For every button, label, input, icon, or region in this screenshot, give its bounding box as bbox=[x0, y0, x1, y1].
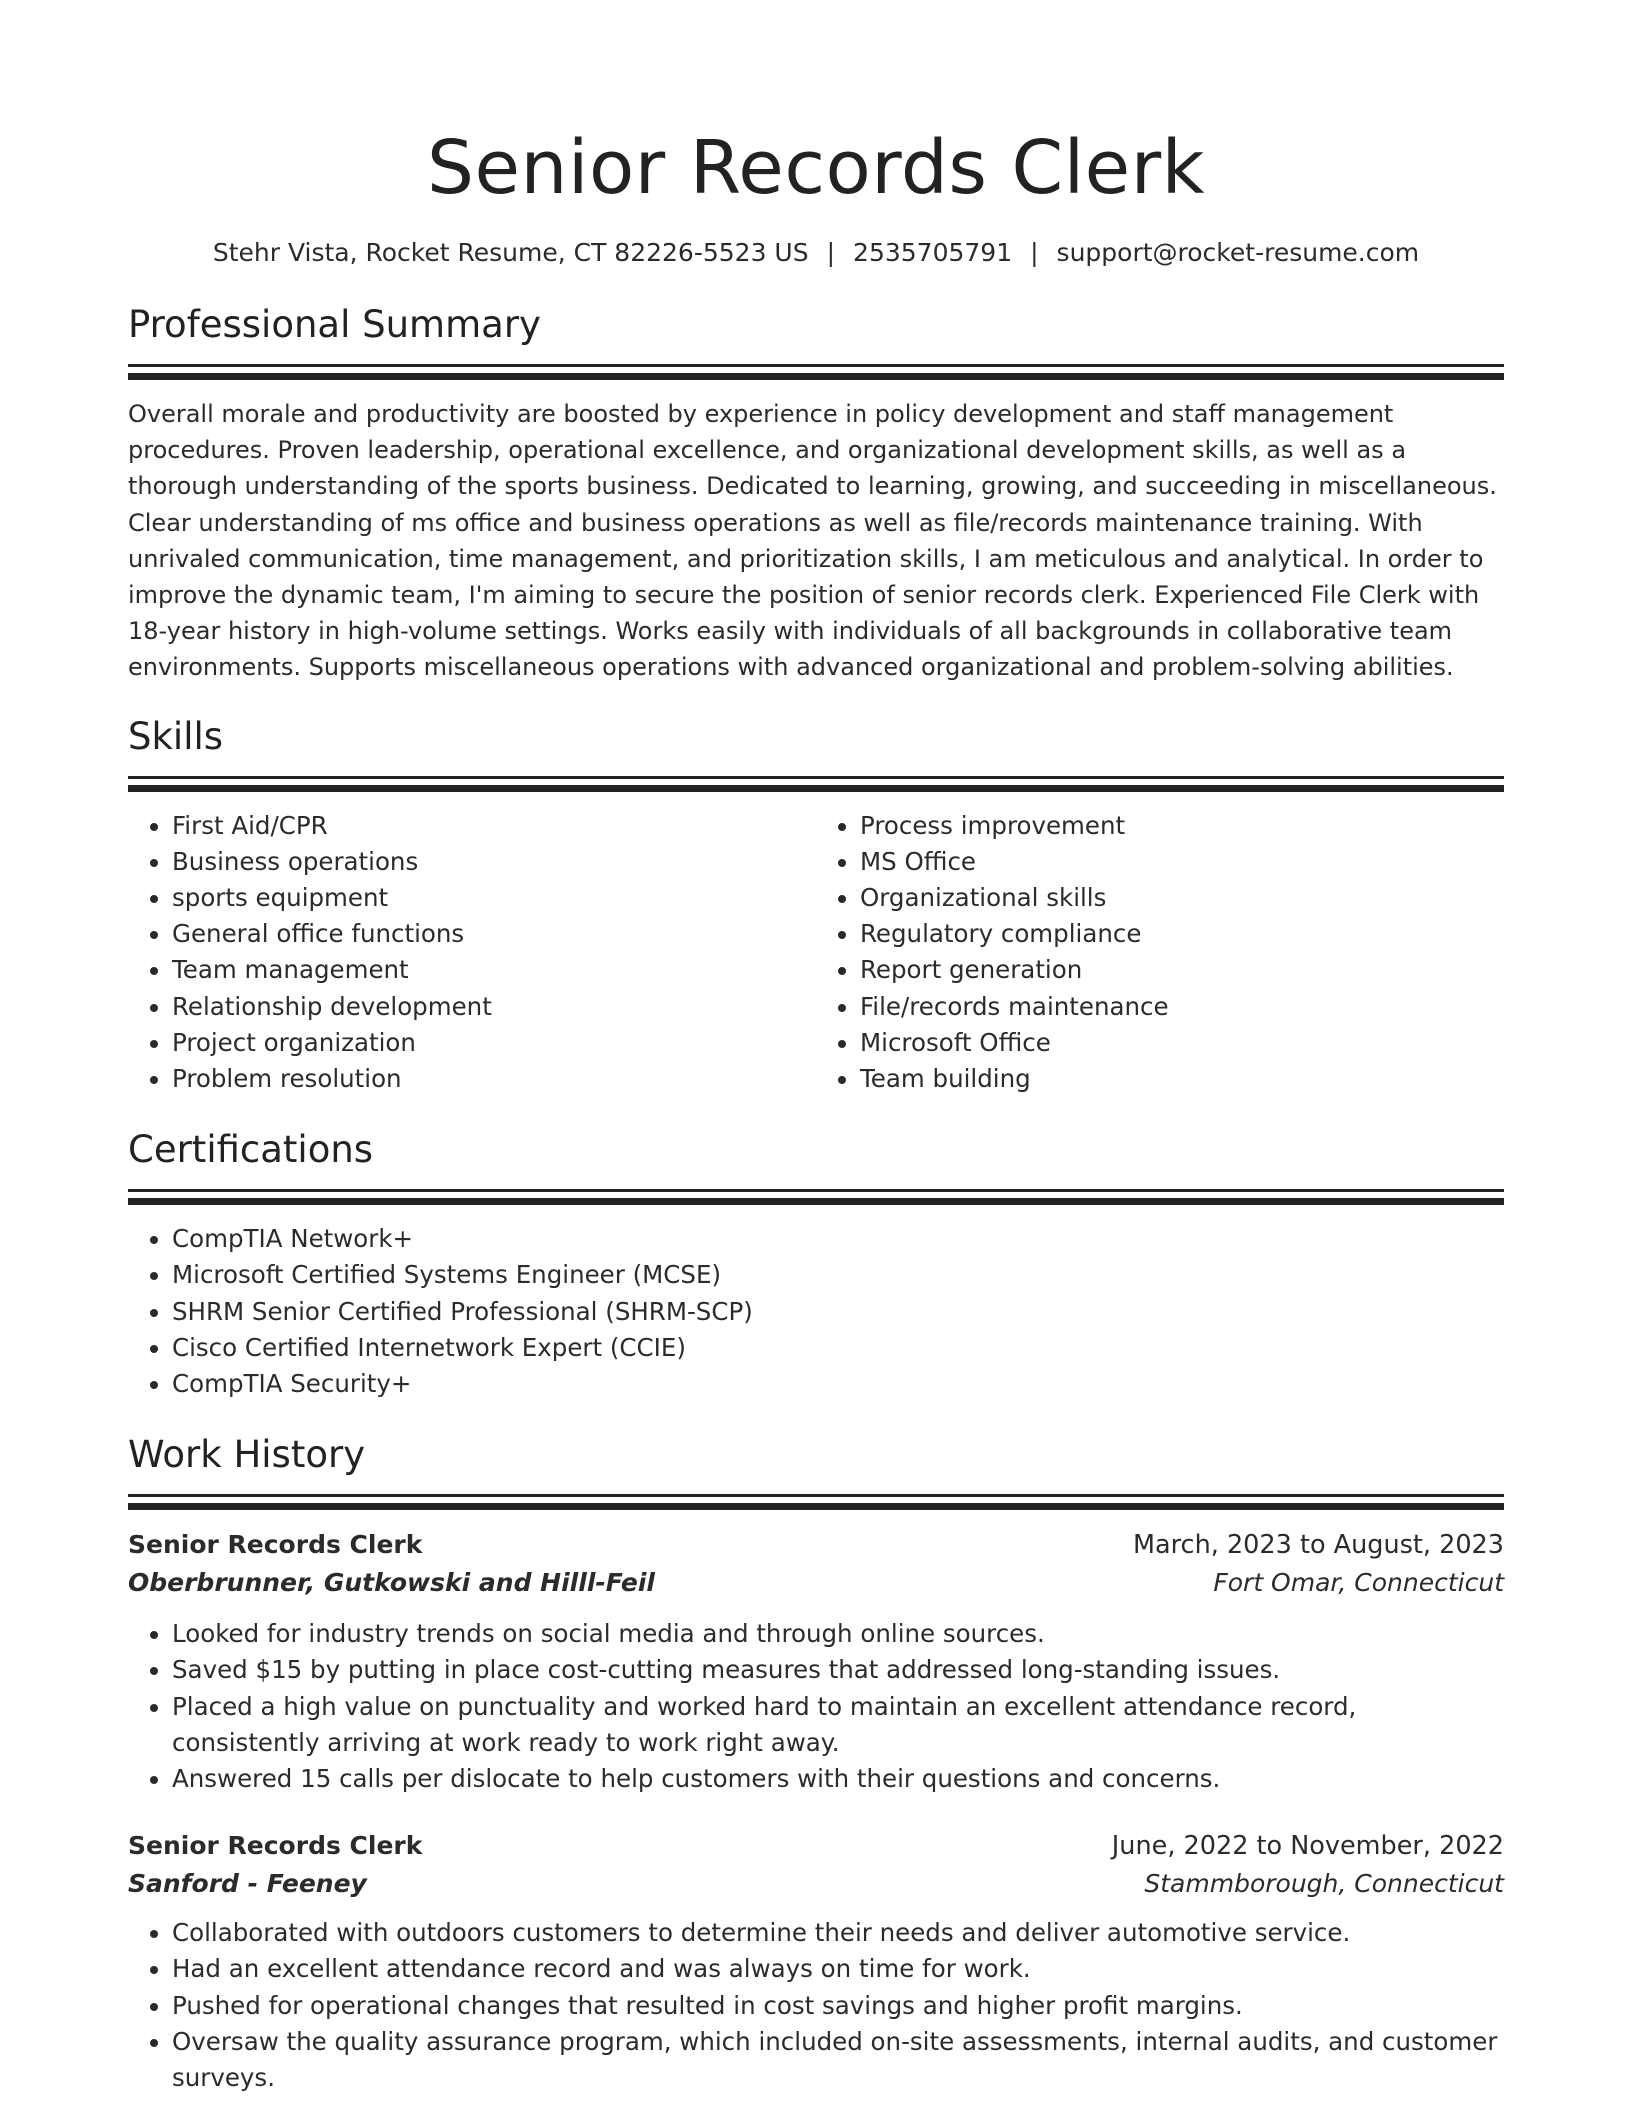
section-rule bbox=[128, 364, 1504, 367]
job-subheader-row bbox=[128, 1564, 1504, 1602]
job-header-row bbox=[128, 1827, 1504, 1865]
summary-text: Overall morale and productivity are boosted by experience in policy development and staff management procedures. Proven leadership, operational excellence, and organizational development skills, as well as a thorough understanding of the sports business. Dedicated to learning, growing, and succeeding in miscellaneous. Clear understanding of ms office and business operations as well as file/records maintenance training. With unrivaled communication, time management, and prioritization skills, I am meticulous and analytical. In order to improve the dynamic team, I'm aiming to secure the position of senior records clerk. Experienced File Clerk with 18-year history in high-volume settings. Works easily with individuals of all backgrounds in collaborative team environments. Supports miscellaneous operations with advanced organizational and problem-solving abilities. bbox=[128, 400, 1497, 682]
certifications-section bbox=[128, 1125, 1504, 1402]
summary-section bbox=[128, 300, 1504, 686]
certification-item: • CompTIA Network+ bbox=[172, 1221, 1504, 1257]
job-header-row bbox=[128, 1526, 1504, 1564]
job-dates: March, 2023 to August, 2023 bbox=[1133, 1530, 1504, 1561]
contact-separator: | bbox=[826, 238, 836, 267]
skill-item: • Organizational skills bbox=[860, 880, 1504, 916]
job-company: Oberbrunner, Gutkowski and Hilll-Feil bbox=[128, 1568, 655, 1598]
job-company: Sanford - Feeney bbox=[128, 1869, 367, 1899]
resume-page bbox=[128, 0, 1504, 2096]
skill-item: • Process improvement bbox=[860, 808, 1504, 844]
section-rule-thick bbox=[128, 785, 1504, 792]
job-title: Senior Records Clerk bbox=[128, 1831, 423, 1861]
job-bullets bbox=[128, 1616, 1504, 1797]
contact-phone: 2535705791 bbox=[853, 238, 1013, 267]
skill-item: • Microsoft Office bbox=[860, 1025, 1504, 1061]
skill-item: • Team building bbox=[860, 1061, 1504, 1097]
job-bullet: • Saved $15 by putting in place cost-cutting measures that addressed long-standing issues. bbox=[172, 1652, 1504, 1688]
skill-item: • Project organization bbox=[172, 1025, 816, 1061]
job-title: Senior Records Clerk bbox=[128, 1530, 423, 1560]
contact-address: Stehr Vista, Rocket Resume, CT 82226-5523 US bbox=[212, 238, 809, 267]
skills-list-left bbox=[128, 808, 816, 1098]
skill-item: • Team management bbox=[172, 952, 816, 988]
section-rule-thick bbox=[128, 1198, 1504, 1205]
skill-item: • MS Office bbox=[860, 844, 1504, 880]
skill-item: • File/records maintenance bbox=[860, 989, 1504, 1025]
job-bullets bbox=[128, 1915, 1504, 2096]
contact-separator: | bbox=[1030, 238, 1039, 267]
skill-item: • Problem resolution bbox=[172, 1061, 816, 1097]
skill-item: • First Aid/CPR bbox=[172, 808, 816, 844]
section-title-work-history: Work History bbox=[128, 1433, 366, 1477]
certification-item: • Microsoft Certified Systems Engineer (MCSE) bbox=[172, 1257, 1504, 1293]
contact-line bbox=[128, 236, 1504, 270]
job-bullet: • Oversaw the quality assurance program, which included on-site assessments, internal audits, and customer surveys. bbox=[172, 2024, 1504, 2096]
candidate-name: Senior Records Clerk bbox=[427, 125, 1205, 211]
job-bullet: • Collaborated with outdoors customers to determine their needs and deliver automotive service. bbox=[172, 1915, 1504, 1951]
job-bullet: • Answered 15 calls per dislocate to help customers with their questions and concerns. bbox=[172, 1761, 1504, 1797]
job-bullet: • Had an excellent attendance record and was always on time for work. bbox=[172, 1951, 1504, 1987]
certification-item: • Cisco Certified Internetwork Expert (CCIE) bbox=[172, 1330, 1504, 1366]
section-rule-thick bbox=[128, 1503, 1504, 1510]
section-title-skills: Skills bbox=[128, 714, 224, 758]
job-entry bbox=[128, 1827, 1504, 2096]
section-title-certifications: Certifications bbox=[128, 1128, 374, 1172]
job-bullet: • Placed a high value on punctuality and worked hard to maintain an excellent attendance record, consistently arriving at work ready to work right away. bbox=[172, 1689, 1504, 1761]
section-rule bbox=[128, 1189, 1504, 1192]
job-location: Stammborough, Connecticut bbox=[1144, 1869, 1504, 1899]
section-title-summary: Professional Summary bbox=[128, 303, 541, 346]
skill-item: • sports equipment bbox=[172, 880, 816, 916]
job-subheader-row bbox=[128, 1865, 1504, 1903]
skill-item: • General office functions bbox=[172, 916, 816, 952]
job-entry bbox=[128, 1526, 1504, 1797]
job-bullet: • Looked for industry trends on social media and through online sources. bbox=[172, 1616, 1504, 1652]
skill-item: • Relationship development bbox=[172, 989, 816, 1025]
section-rule bbox=[128, 776, 1504, 779]
certifications-list bbox=[128, 1221, 1504, 1402]
skills-list-right bbox=[816, 808, 1504, 1098]
job-dates: June, 2022 to November, 2022 bbox=[1111, 1831, 1504, 1862]
skills-section bbox=[128, 712, 1504, 1098]
job-location: Fort Omar, Connecticut bbox=[1213, 1568, 1504, 1598]
skill-item: • Business operations bbox=[172, 844, 816, 880]
section-rule bbox=[128, 1494, 1504, 1497]
certification-item: • SHRM Senior Certified Professional (SHRM-SCP) bbox=[172, 1294, 1504, 1330]
section-rule-thick bbox=[128, 373, 1504, 380]
certification-item: • CompTIA Security+ bbox=[172, 1366, 1504, 1402]
work-history-section bbox=[128, 1430, 1504, 2096]
job-bullet: • Pushed for operational changes that resulted in cost savings and higher profit margins. bbox=[172, 1988, 1504, 2024]
skill-item: • Report generation bbox=[860, 952, 1504, 988]
contact-email[interactable]: support@rocket-resume.com bbox=[1056, 238, 1420, 267]
skills-columns bbox=[128, 792, 1504, 1098]
skill-item: • Regulatory compliance bbox=[860, 916, 1504, 952]
